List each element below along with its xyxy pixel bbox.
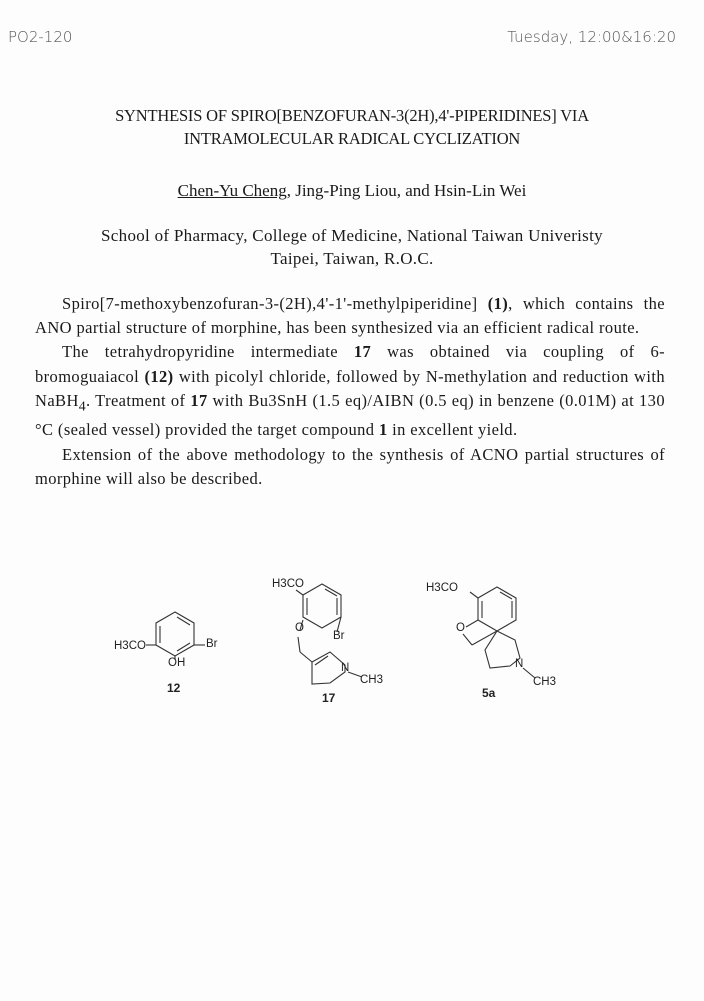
structure-17-bonds: [296, 584, 362, 684]
presenting-author: Chen-Yu Cheng: [177, 181, 287, 200]
structure-17-o-label: O: [295, 622, 304, 634]
structure-17-n-label: N: [341, 662, 350, 674]
structure-12-id: 12: [167, 681, 181, 695]
structure-17-br-label: Br: [333, 630, 345, 642]
subscript: 4: [78, 398, 87, 414]
text-run: , which contains the ANO partial structure of morphine, has been synthesized via an efficient radical route.: [35, 294, 666, 338]
text-run: in excellent yield.: [387, 420, 518, 440]
structure-12-bonds: [146, 612, 205, 660]
structure-17-ch3-label: CH3: [360, 674, 384, 686]
compound-ref: 17: [190, 390, 208, 410]
text-run: Spiro[7-methoxybenzofuran-3-(2H),4'-1'-methylpiperidine]: [62, 294, 488, 313]
affiliation-line-2: Taipei, Taiwan, R.O.C.: [270, 249, 434, 268]
compound-ref: 1: [378, 420, 388, 440]
paragraph-3: Extension of the above methodology to the synthesis of ACNO partial structures of morphine will also be described.: [35, 444, 665, 488]
structure-12-oh-label: OH: [168, 657, 186, 669]
text-run: . Treatment of: [86, 390, 191, 410]
abstract-code: PO2-120: [8, 28, 73, 46]
structure-5a-ch3-label: CH3: [533, 676, 557, 688]
text-run: with Bu3SnH (1.5 eq)/AIBN (0.5 eq) in benzene (0.01M) at 130 °C (sealed vessel) provided the target compound: [35, 390, 665, 440]
structure-5a-bonds: [463, 587, 535, 678]
title-line-2: INTRAMOLECULAR RADICAL CYCLIZATION: [183, 129, 521, 148]
structure-5a-n-label: N: [515, 658, 524, 670]
structure-5a-id: 5a: [482, 686, 496, 700]
structure-5a-o-label: O: [456, 622, 465, 634]
session-time: Tuesday, 12:00&16:20: [507, 28, 676, 46]
structure-12-br-label: Br: [206, 638, 218, 650]
compound-ref: (1): [487, 294, 509, 313]
text-run: The tetrahydropyridine intermediate: [62, 342, 354, 362]
affiliation-line-1: School of Pharmacy, College of Medicine, National Taiwan Univeristy: [101, 226, 603, 245]
co-authors: , Jing-Ping Liou, and Hsin-Lin Wei: [286, 181, 527, 200]
compound-ref: 17: [353, 342, 372, 362]
structure-12-methoxy-label: H3CO: [114, 640, 146, 652]
structure-5a-methoxy-label: H3CO: [426, 582, 458, 594]
compound-ref: (12): [144, 366, 174, 386]
title-line-1: SYNTHESIS OF SPIRO[BENZOFURAN-3(2H),4'-PIPERIDINES] VIA: [115, 106, 589, 125]
structure-17-methoxy-label: H3CO: [272, 578, 304, 590]
text-run: with picolyl chloride, followed by N-methylation and reduction with NaBH: [35, 366, 665, 410]
structure-17-id: 17: [322, 691, 336, 705]
text-run: was obtained via coupling of 6-bromoguaiacol: [35, 342, 665, 386]
